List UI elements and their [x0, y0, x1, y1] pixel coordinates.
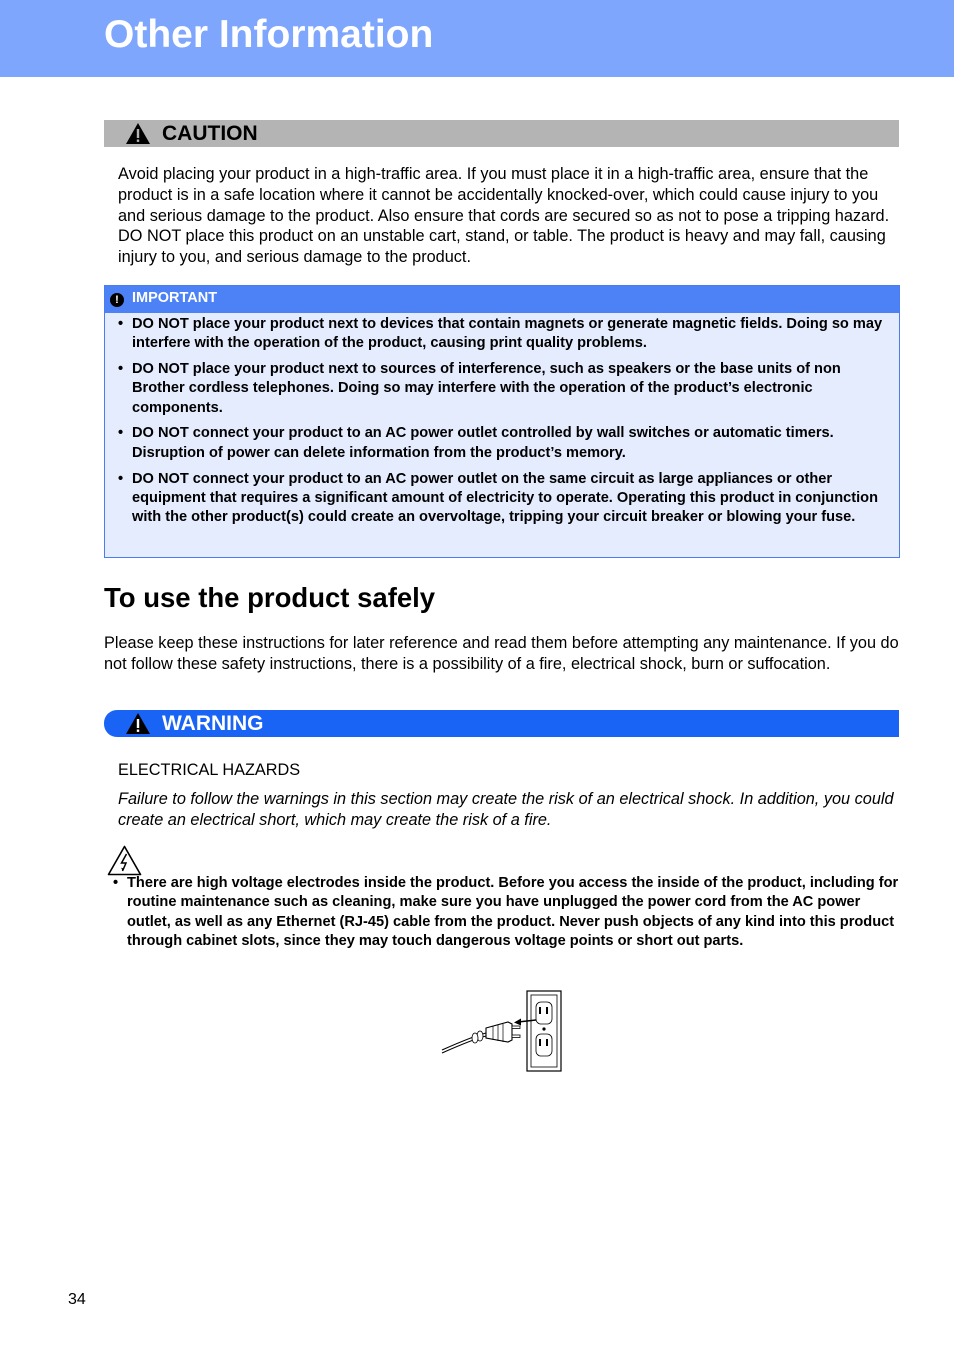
warning-triangle-icon	[125, 122, 151, 145]
important-header	[105, 286, 899, 313]
list-item: • DO NOT connect your product to an AC power outlet controlled by wall switches or automatic timers. Disruption of power can delete information from the product’s memory.	[118, 424, 888, 463]
electric-shock-icon	[107, 845, 142, 876]
caution-text: Avoid placing your product in a high-traffic area. If you must place it in a high-traffic area, ensure that the product is in a safe location where it cannot be accidentally knocked-over, which could cause injury to you and serious damage to the product. Also ensure that cords are secured so as not to pose a tripping hazard. DO NOT place this product on an unstable cart, stand, or table. The product is heavy and may fall, causing injury to you, and serious damage to the product.	[118, 165, 890, 267]
warning-list	[113, 874, 899, 951]
exclamation-icon: !	[110, 293, 124, 307]
hazards-description: Failure to follow the warnings in this section may create the risk of an electrical shock. In addition, you could create an electrical short, which may create the risk of a fire.	[118, 790, 894, 829]
unplug-power-cord-illustration	[438, 988, 566, 1074]
list-item: • There are high voltage electrodes inside the product. Before you access the inside of the product, including for routine maintenance such as cleaning, make sure you have unplugged the power cord from the AC power outlet, as well as any Ethernet (RJ-45) cable from the product. Never push objects of any kind into this product through cabinet slots, since they may touch dangerous voltage points or short out parts.	[113, 874, 899, 951]
page-title: Other Information	[104, 13, 434, 56]
caution-label: CAUTION	[162, 122, 258, 145]
warning-bar	[104, 710, 899, 737]
important-list	[118, 315, 888, 534]
list-item: • DO NOT place your product next to sources of interference, such as speakers or the base units of non Brother cordless telephones. Doing so may interfere with the operation of the product’s electronic components.	[118, 360, 888, 418]
warning-triangle-icon	[125, 712, 151, 735]
important-label: IMPORTANT	[132, 290, 218, 306]
hazards-title: ELECTRICAL HAZARDS	[118, 761, 301, 779]
warning-label: WARNING	[162, 712, 264, 735]
page-header	[0, 0, 954, 77]
list-item: • DO NOT place your product next to devices that contain magnets or generate magnetic fields. Doing so may interfere with the operation of the product, causing print quality problems.	[118, 315, 888, 354]
important-box	[104, 285, 900, 558]
page-number: 34	[68, 1291, 86, 1308]
list-item: • DO NOT connect your product to an AC power outlet on the same circuit as large appliances or other equipment that requires a significant amount of electricity to operate. Operating this product in conjunction with the other product(s) could create an overvoltage, tripping your circuit breaker or blowing your fuse.	[118, 470, 888, 528]
section-title: To use the product safely	[104, 582, 436, 613]
caution-bar	[104, 120, 899, 147]
safety-intro: Please keep these instructions for later reference and read them before attempting any maintenance. If you do not follow these safety instructions, there is a possibility of a fire, electrical shock, burn or suffocation.	[104, 634, 899, 673]
